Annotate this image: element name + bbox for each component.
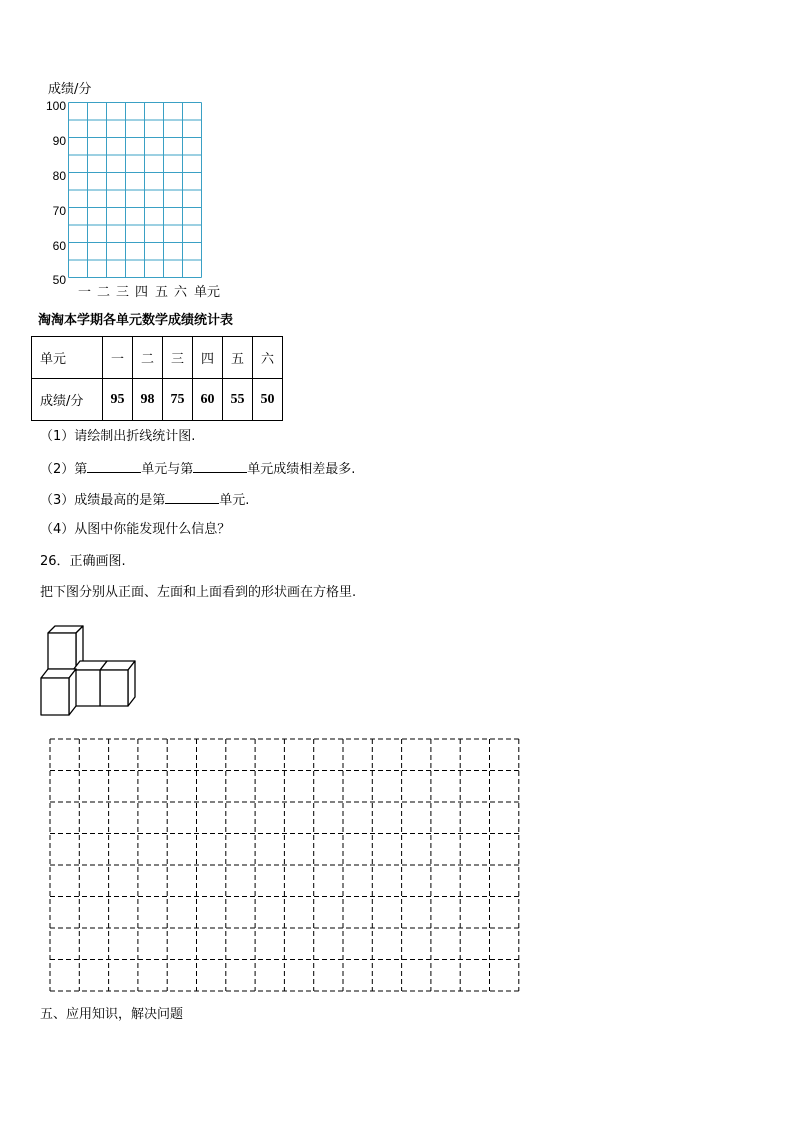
y-tick-50: 50 [52, 273, 66, 287]
question-3 [40, 491, 249, 509]
x-tick-4: 四 [135, 285, 149, 300]
unit-cell: 一 [103, 337, 133, 379]
x-tick-2: 二 [97, 285, 111, 300]
score-cell: 55 [223, 379, 253, 421]
table-row-label: 成绩/分 [32, 379, 103, 421]
x-tick-5: 五 [155, 285, 169, 300]
chart-y-label: 成绩/分 [48, 82, 92, 97]
x-tick-6: 六 [174, 285, 188, 300]
x-tick-3: 三 [116, 285, 130, 300]
x-tick-1: 一 [78, 285, 92, 300]
question-2 [40, 460, 355, 478]
answer-blank[interactable] [193, 460, 247, 473]
question-1: （1）请绘制出折线统计图. [40, 429, 196, 444]
unit-cell: 三 [163, 337, 193, 379]
x-axis-label: 单元 [194, 285, 221, 300]
score-cell: 60 [193, 379, 223, 421]
answer-blank[interactable] [87, 460, 141, 473]
unit-cell: 四 [193, 337, 223, 379]
table-row [32, 379, 283, 421]
score-cell: 95 [103, 379, 133, 421]
unit-cell: 二 [133, 337, 163, 379]
score-cell: 50 [253, 379, 283, 421]
question-2-part-a: （2）第 [40, 462, 88, 477]
score-table [31, 336, 283, 421]
y-tick-80: 80 [52, 169, 66, 183]
question-4: （4）从图中你能发现什么信息？ [40, 522, 231, 537]
table-caption: 淘淘本学期各单元数学成绩统计表 [38, 313, 234, 328]
question-3-part-b: 单元. [219, 493, 250, 508]
y-tick-90: 90 [52, 134, 66, 148]
unit-cell: 五 [223, 337, 253, 379]
problem-26-instruction: 把下图分别从正面、左面和上面看到的形状画在方格里. [40, 585, 357, 600]
y-tick-100: 100 [45, 99, 66, 113]
score-cell: 75 [163, 379, 193, 421]
table-row [32, 337, 283, 379]
question-2-part-c: 单元成绩相差最多. [247, 462, 356, 477]
problem-26-title: 26．正确画图. [40, 554, 126, 569]
question-2-part-b: 单元与第 [141, 462, 194, 477]
score-cell: 98 [133, 379, 163, 421]
unit-cell: 六 [253, 337, 283, 379]
question-3-part-a: （3）成绩最高的是第 [40, 493, 166, 508]
table-header-label: 单元 [32, 337, 103, 379]
dashed-drawing-grid[interactable] [49, 738, 521, 992]
empty-line-chart-grid[interactable] [68, 102, 202, 284]
answer-blank[interactable] [165, 491, 219, 504]
y-tick-60: 60 [52, 239, 66, 253]
cube-stack-figure [38, 624, 138, 718]
section-5-title: 五、应用知识，解决问题 [40, 1007, 184, 1022]
y-tick-70: 70 [52, 204, 66, 218]
